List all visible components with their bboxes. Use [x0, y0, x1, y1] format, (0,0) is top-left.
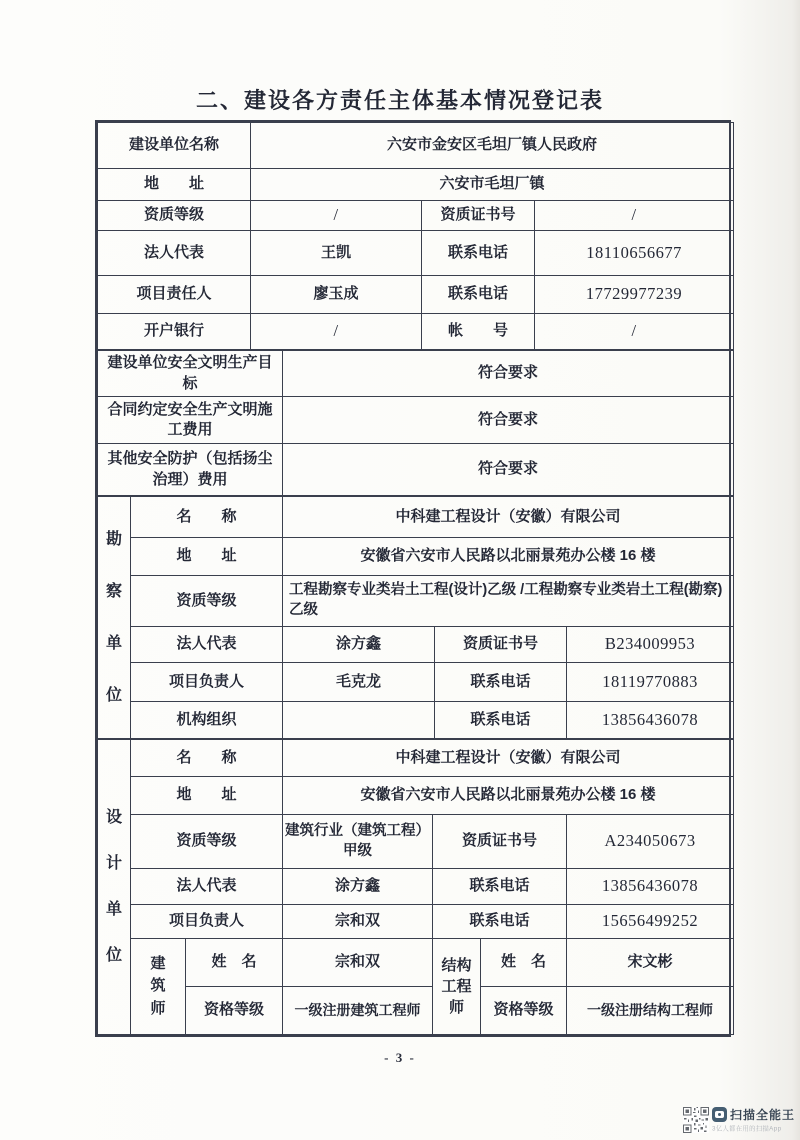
- construction-phone1-label: 联系电话: [422, 231, 535, 276]
- table-row: [98, 576, 734, 627]
- survey-name-label: 名 称: [131, 497, 283, 538]
- survey-cert-label: 资质证书号: [435, 627, 567, 663]
- page-title: 二、建设各方责任主体基本情况登记表: [195, 88, 604, 113]
- construction-pm-label: 项目责任人: [98, 276, 251, 314]
- construction-phone2-label: 联系电话: [422, 276, 535, 314]
- architect-grade-value: 一级注册建筑工程师: [283, 987, 433, 1035]
- survey-section-label: [98, 497, 131, 739]
- registration-table: [95, 120, 731, 1037]
- survey-qualification-value: 工程勘察专业类岩土工程(设计)乙级 /工程勘察专业类岩土工程(勘察)乙级: [283, 576, 734, 627]
- table-row: [98, 123, 734, 169]
- page-number: - 3 -: [384, 1050, 416, 1065]
- design-phone2-label: 联系电话: [433, 905, 567, 939]
- table-row: [98, 497, 734, 538]
- table-row: [98, 740, 734, 777]
- table-row: [98, 663, 734, 702]
- structural-grade-label: 资格等级: [481, 987, 567, 1035]
- construction-address-value: 六安市毛坦厂镇: [251, 169, 734, 201]
- design-qualification-value: 建筑行业（建筑工程）甲级: [283, 815, 433, 869]
- table-row: [98, 869, 734, 905]
- table-row: [98, 351, 734, 397]
- survey-phone1-label: 联系电话: [435, 663, 567, 702]
- architect-role-label-text: 建筑师: [150, 954, 166, 1017]
- survey-org-label: 机构组织: [131, 702, 283, 739]
- table-row: [98, 538, 734, 576]
- design-qualification-label: 资质等级: [131, 815, 283, 869]
- design-cert-label: 资质证书号: [433, 815, 567, 869]
- architect-grade-label: 资格等级: [186, 987, 283, 1035]
- construction-phone1-value: 18110656677: [535, 231, 734, 276]
- architect-name-value: 宗和双: [283, 939, 433, 987]
- camscanner-app-name: 扫描全能王: [729, 1108, 795, 1122]
- table-row: [98, 905, 734, 939]
- construction-phone2-value: 17729977239: [535, 276, 734, 314]
- table-row: [98, 702, 734, 739]
- survey-cert-value: B234009953: [567, 627, 734, 663]
- construction-unit-section: [97, 122, 734, 350]
- design-pm-value: 宗和双: [283, 905, 433, 939]
- table-row: [98, 276, 734, 314]
- design-section-label: [98, 740, 131, 1035]
- construction-cert-label: 资质证书号: [422, 201, 535, 231]
- survey-phone2-label: 联系电话: [435, 702, 567, 739]
- safety-section: [97, 350, 734, 496]
- table-row: [98, 939, 734, 987]
- construction-legal-rep-label: 法人代表: [98, 231, 251, 276]
- camscanner-text-block: [712, 1106, 795, 1134]
- design-address-value: 安徽省六安市人民路以北丽景苑办公楼 16 楼: [283, 777, 734, 815]
- table-row: [98, 444, 734, 496]
- structural-name-value: 宋文彬: [567, 939, 734, 987]
- design-phone2-value: 15656499252: [567, 905, 734, 939]
- construction-qualification-value: /: [251, 201, 422, 231]
- construction-cert-value: /: [535, 201, 734, 231]
- construction-account-label: 帐 号: [422, 314, 535, 350]
- table-row: [98, 314, 734, 350]
- construction-bank-value: /: [251, 314, 422, 350]
- design-section-label-text: 设计单位: [105, 809, 122, 964]
- survey-pm-value: 毛克龙: [283, 663, 435, 702]
- structural-name-label: 姓 名: [481, 939, 567, 987]
- camscanner-tagline: 3亿人都在用的扫描App: [711, 1125, 782, 1133]
- survey-phone2-value: 13856436078: [567, 702, 734, 739]
- safety-goal-label: 建设单位安全文明生产目标: [98, 351, 283, 397]
- survey-qualification-label: 资质等级: [131, 576, 283, 627]
- survey-section-label-text: 勘察单位: [105, 530, 122, 704]
- survey-org-value: [283, 702, 435, 739]
- construction-legal-rep-value: 王凯: [251, 231, 422, 276]
- construction-bank-label: 开户银行: [98, 314, 251, 350]
- qr-code-icon: [683, 1107, 709, 1133]
- survey-address-value: 安徽省六安市人民路以北丽景苑办公楼 16 楼: [283, 538, 734, 576]
- safety-other-value: 符合要求: [283, 444, 734, 496]
- design-phone1-label: 联系电话: [433, 869, 567, 905]
- table-row: [98, 987, 734, 1035]
- architect-role-label: [131, 939, 186, 1035]
- camscanner-badge: [712, 1106, 795, 1123]
- design-name-value: 中科建工程设计（安徽）有限公司: [283, 740, 734, 777]
- design-name-label: 名 称: [131, 740, 283, 777]
- design-cert-value: A234050673: [567, 815, 734, 869]
- construction-pm-value: 廖玉成: [251, 276, 422, 314]
- table-row: [98, 231, 734, 276]
- table-row: [98, 777, 734, 815]
- design-legal-rep-value: 涂方鑫: [283, 869, 433, 905]
- survey-name-value: 中科建工程设计（安徽）有限公司: [283, 497, 734, 538]
- survey-legal-rep-label: 法人代表: [131, 627, 283, 663]
- design-pm-label: 项目负责人: [131, 905, 283, 939]
- construction-address-label: 地 址: [98, 169, 251, 201]
- construction-qualification-label: 资质等级: [98, 201, 251, 231]
- table-row: [98, 169, 734, 201]
- architect-name-label: 姓 名: [186, 939, 283, 987]
- design-unit-section: [97, 739, 734, 1035]
- design-phone1-value: 13856436078: [567, 869, 734, 905]
- design-address-label: 地 址: [131, 777, 283, 815]
- survey-legal-rep-value: 涂方鑫: [283, 627, 435, 663]
- table-row: [98, 397, 734, 444]
- design-legal-rep-label: 法人代表: [131, 869, 283, 905]
- construction-account-value: /: [535, 314, 734, 350]
- table-row: [98, 627, 734, 663]
- survey-pm-label: 项目负责人: [131, 663, 283, 702]
- table-row: [98, 201, 734, 231]
- camscanner-badge-icon: [712, 1107, 727, 1122]
- safety-contract-label: 合同约定安全生产文明施工费用: [98, 397, 283, 444]
- construction-name-label: 建设单位名称: [98, 123, 251, 169]
- structural-grade-value: 一级注册结构工程师: [567, 987, 734, 1035]
- camscanner-watermark: [683, 1106, 795, 1134]
- table-row: [98, 815, 734, 869]
- safety-other-label: 其他安全防护（包括扬尘治理）费用: [98, 444, 283, 496]
- survey-phone1-value: 18119770883: [567, 663, 734, 702]
- structural-role-label: [433, 939, 481, 1035]
- construction-name-value: 六安市金安区毛坦厂镇人民政府: [251, 123, 734, 169]
- survey-address-label: 地 址: [131, 538, 283, 576]
- safety-contract-value: 符合要求: [283, 397, 734, 444]
- survey-unit-section: [97, 496, 734, 739]
- safety-goal-value: 符合要求: [283, 351, 734, 397]
- structural-role-label-text: 结构工程师: [441, 957, 472, 1016]
